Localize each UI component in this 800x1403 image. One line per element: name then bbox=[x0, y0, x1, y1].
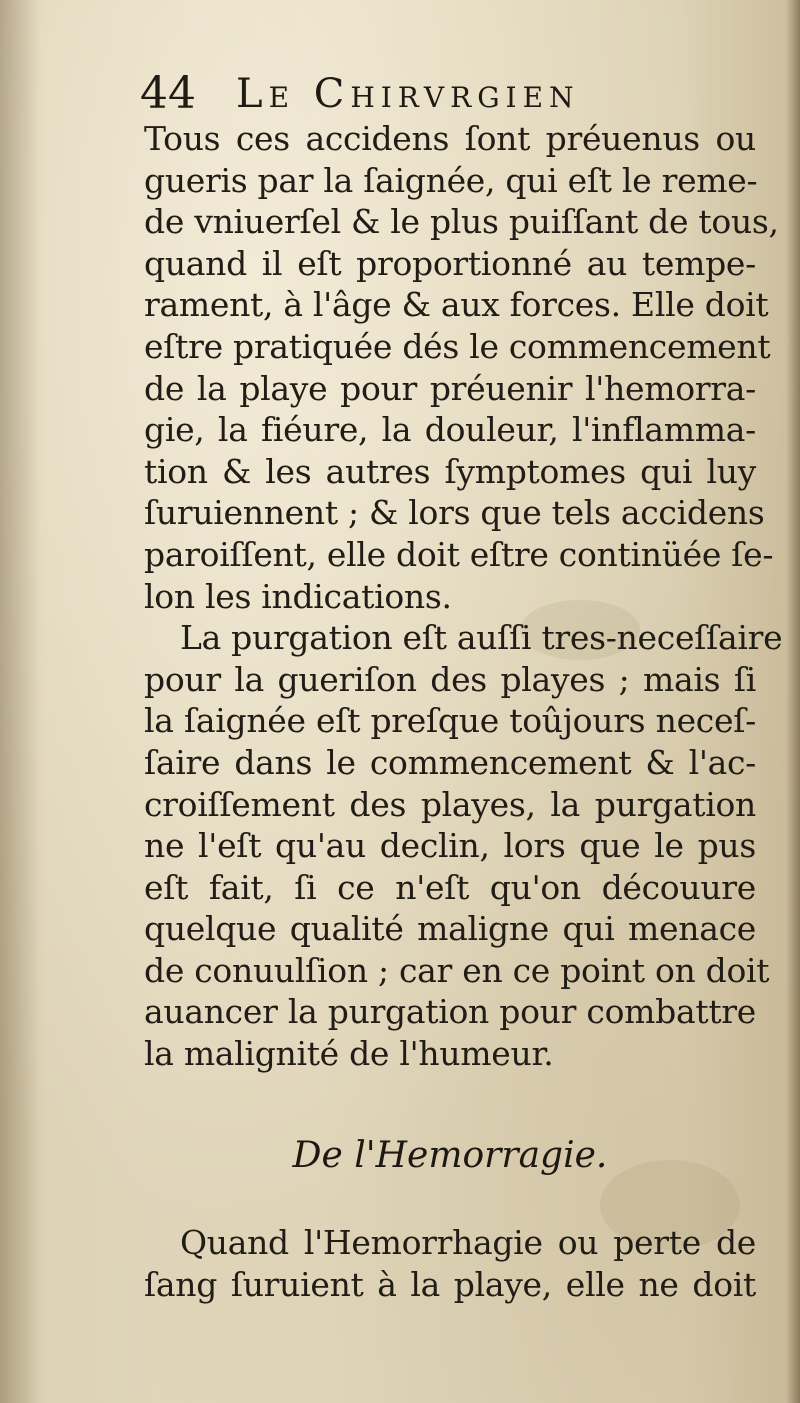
text-line: la malignité de l'humeur. bbox=[144, 1034, 554, 1074]
text-line: Quand l'Hemorrhagie ou perte de bbox=[180, 1223, 756, 1262]
text-line: de vniuerſel & le plus puiſſant de tous, bbox=[144, 202, 779, 242]
text-line: de conuulſion ; car en ce point on doit bbox=[144, 950, 770, 990]
text-line: ſuruiennent ; & lors que tels accidens bbox=[144, 493, 765, 533]
text-line: ſaire dans le commencement & l'ac- bbox=[144, 742, 756, 782]
text-line: de la playe pour préuenir l'hemorra- bbox=[144, 368, 756, 408]
spine-shadow bbox=[0, 0, 40, 1403]
body-text bbox=[144, 118, 783, 1075]
text-line: Tous ces accidens ſont préuenus ou bbox=[144, 119, 756, 158]
text-line: tion & les autres ſymptomes qui luy bbox=[144, 451, 756, 491]
text-line: eſt fait, ſi ce n'eſt qu'on découure bbox=[144, 867, 756, 907]
text-line: ſang ſuruient à la playe, elle ne doit bbox=[144, 1264, 756, 1304]
text-line: La purgation eſt auſſi tres-neceſſaire bbox=[180, 618, 783, 658]
page-edge-shadow bbox=[786, 0, 800, 1403]
text-line: la ſaignée eſt preſque toûjours neceſ- bbox=[144, 701, 756, 741]
text-line: ne l'eſt qu'au declin, lors que le pus bbox=[144, 826, 756, 866]
body-text-continued bbox=[144, 1222, 756, 1305]
running-title: Le Chirvrgien bbox=[236, 71, 580, 117]
text-line: rament, à l'âge & aux forces. Elle doit bbox=[144, 285, 769, 325]
text-line: quelque qualité maligne qui menace bbox=[144, 909, 756, 949]
text-line: gueris par la ſaignée, qui eſt le reme- bbox=[144, 160, 758, 200]
text-line: eſtre pratiquée dés le commencement bbox=[144, 326, 771, 366]
text-line: croiſſement des playes, la purgation bbox=[144, 784, 756, 824]
section-heading: De l'Hemorragie. bbox=[292, 1135, 608, 1176]
text-line: auancer la purgation pour combattre bbox=[144, 992, 756, 1032]
text-line: gie, la fiéure, la douleur, l'inflamma- bbox=[144, 410, 756, 450]
text-line: pour la gueriſon des playes ; mais ſi bbox=[144, 659, 756, 699]
text-line: paroiſſent, elle doit eſtre continüée ſe- bbox=[144, 534, 774, 574]
text-line: quand il eſt proportionné au tempe- bbox=[144, 243, 756, 283]
running-head bbox=[140, 62, 740, 122]
page-number: 44 bbox=[140, 68, 196, 119]
text-line: lon les indications. bbox=[144, 576, 452, 616]
